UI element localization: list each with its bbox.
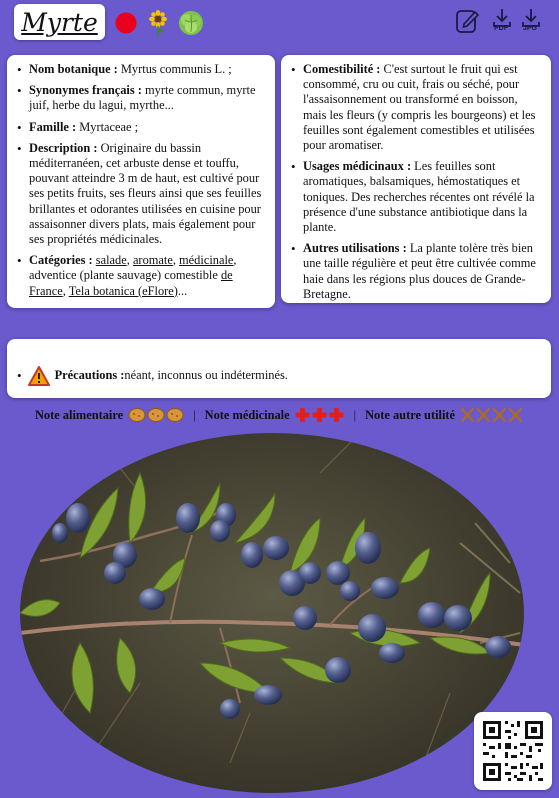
item-text: C'est surtout le fruit qui est consommé, cru ou cuit, frais ou séché, pour l'assaisonnement ou transformé en boisson, mais les fleurs (y compris les bourgeons) et les feuilles sont également comestibles et utilisées pour aromatiser.: [303, 62, 536, 153]
other-rating-label: Note autre utilité: [365, 407, 456, 422]
medicinal-rating: [295, 407, 345, 423]
red-dot-icon: [115, 12, 137, 34]
plant-photo: [20, 433, 524, 793]
list-item: [15, 83, 267, 113]
item-label: Comestibilité :: [303, 62, 381, 76]
uses-info-list: [289, 62, 543, 302]
item-label: Description :: [29, 140, 98, 155]
qr-code[interactable]: [474, 712, 552, 790]
list-item: [15, 62, 267, 77]
pdf-label: PDF: [494, 25, 508, 32]
food-rating: [128, 407, 184, 423]
qr-code-image: [474, 712, 552, 790]
title-box: [14, 4, 105, 40]
precautions-label: Précautions :: [54, 368, 125, 383]
item-text: Myrtus communis L. ;: [117, 62, 232, 76]
warning-icon: [28, 366, 50, 386]
precautions-panel: [7, 339, 551, 398]
item-label: Famille :: [29, 119, 77, 134]
item-text: Les feuilles sont aromatiques, balsamiques, hémostatiques et toniques. Des recherches récentes ont révélé la présence d'une substance antibiotique dans la plante.: [303, 159, 535, 235]
categories-label: Catégories :: [29, 253, 93, 268]
edit-icon[interactable]: [455, 8, 479, 34]
item-label: Nom botanique :: [29, 62, 118, 76]
item-text: Originaire du bassin méditerranéen, cet arbuste dense et touffu, pouvant atteindre 3 m de haut, est cultivé pour ses petits fruits, ses fleurs ainsi que ses feuilles brillantes et odorantes utilisées en cuisine pour assaisonner divers plats, mais également pour ses propriétés médicinales.: [29, 140, 262, 247]
botanical-info-panel: [7, 55, 275, 308]
list-item: [289, 241, 543, 302]
list-item: [15, 141, 267, 247]
ellipsis: ...: [177, 283, 188, 298]
page-title: Myrte: [21, 7, 98, 37]
other-rating: [460, 407, 524, 423]
top-bar: [0, 0, 559, 44]
list-item: [15, 120, 267, 135]
medicinal-rating-label: Note médicinale: [204, 407, 290, 422]
precautions-text: néant, inconnus ou indéterminés.: [124, 368, 288, 383]
separator: |: [193, 407, 196, 422]
jpg-label: JPG: [523, 25, 538, 32]
item-label: Autres utilisations :: [303, 241, 407, 256]
category-link-medicinale[interactable]: médicinale: [179, 253, 234, 268]
item-label: Synonymes français :: [29, 83, 142, 98]
lettuce-icon: [178, 10, 204, 36]
list-item: [289, 159, 543, 235]
tela-botanica-link[interactable]: Tela botanica (eFlore): [68, 283, 178, 298]
list-item: [289, 62, 543, 153]
separator: |: [353, 407, 357, 422]
category-link-france[interactable]: de France: [29, 268, 233, 298]
uses-info-panel: [281, 55, 551, 303]
category-text: adventice (plante sauvage) comestible: [29, 268, 218, 283]
item-text: Myrtaceae ;: [76, 119, 139, 134]
category-link-salade[interactable]: salade: [95, 253, 127, 268]
ratings-bar: [0, 405, 559, 425]
biscuit-icon: [128, 407, 184, 423]
item-text: La plante tolère très bien une taille régulière et peut être cultivée comme haie dans les régions plus douces de Grande-Bretagne.: [303, 241, 536, 301]
myrtle-branch-image: [20, 433, 524, 793]
categories-item: • Catégories : salade, aromate, médicinale, adventice (plante sauvage) comestible de France, Tela botanica (eFlore)...: [15, 253, 267, 299]
bullet: •: [17, 368, 22, 384]
food-rating-label: Note alimentaire: [34, 407, 124, 422]
red-cross-icon: [295, 407, 345, 423]
crossed-tools-icon: [460, 407, 524, 423]
item-text: myrte commun, myrte juif, herbe du lagui, myrthe...: [29, 83, 256, 113]
item-label: Usages médicinaux :: [303, 159, 412, 174]
precautions-row: [17, 366, 288, 386]
category-link-aromate[interactable]: aromate: [132, 253, 173, 268]
botanical-info-list: [15, 62, 267, 299]
sunflower-icon: [148, 10, 168, 36]
